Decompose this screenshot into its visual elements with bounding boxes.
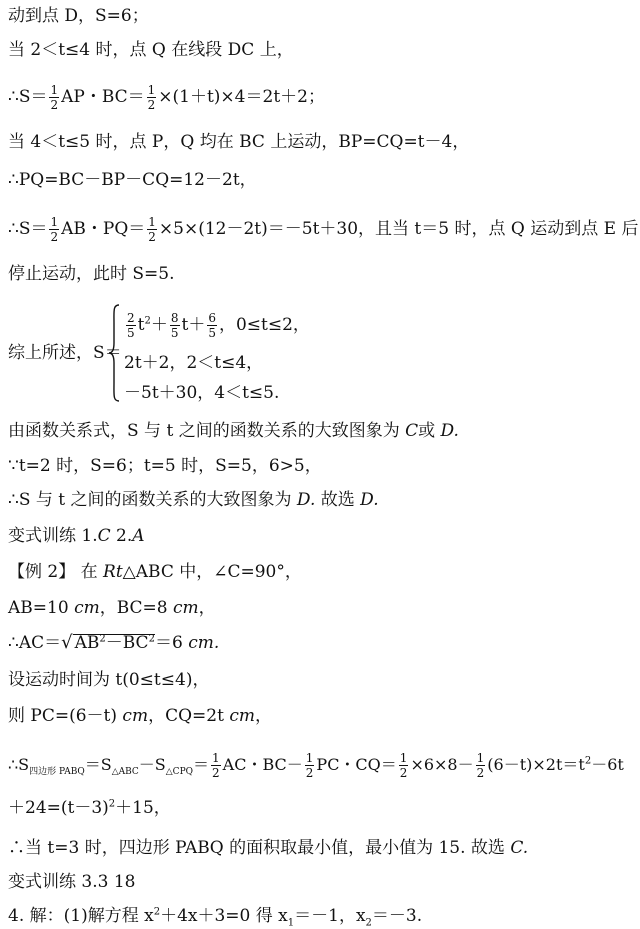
text-line: ∴PQ=BC－BP－CQ=12－2t，	[8, 170, 257, 190]
text-line: 则 PC=(6－t) cm，CQ=2t cm，	[8, 706, 272, 726]
text-line: 当 2＜t≤4 时，点 Q 在线段 DC 上，	[8, 40, 294, 60]
equation-line: $+24=(t-3)^2+15$，	[8, 798, 171, 818]
text-line: AB=10 cm，BC=8 cm，	[8, 598, 216, 618]
text: ×(1＋t)×4＝2t＋2；	[158, 87, 325, 107]
text: ∴S＝	[8, 219, 48, 239]
fraction: $\frac{1}{2}$	[399, 751, 408, 780]
fraction: $\frac{1}{2}$	[147, 83, 156, 112]
fraction: $\frac{1}{2}$	[476, 751, 485, 780]
text-line: ∴S 与 t 之间的函数关系的大致图象为 D. 故选 D.	[8, 490, 379, 510]
equation-line	[8, 84, 325, 111]
text-line: 由函数关系式，S 与 t 之间的函数关系的大致图象为 C或 D.	[8, 421, 459, 441]
sqrt-icon: √	[61, 632, 73, 653]
fraction: $\frac{1}{2}$	[305, 751, 314, 780]
equation-line: 4. 解：(1)解方程 $x^2+4x+3=0$ 得 $x_1=-1$，$x_2=-3$.	[8, 906, 423, 929]
text-line: ∵t=2 时，S=6；t=5 时，S=5，6>5，	[8, 456, 322, 476]
equation-line: $\therefore S_{四边形 PABQ}=S_{\triangle ABC}-S_{\triangle CPQ}=$ $\frac{1}{2}$ AC・BC－ $\frac{1}{2}$ PC・CQ＝ $\frac{1}{2}$ ×6×8－ $\frac{1}{2}$ $(6-t)\times 2t=t^2-6t$	[8, 751, 624, 780]
text-line: 当 4＜t≤5 时，点 P，Q 均在 BC 上运动，BP=CQ=t－4，	[8, 132, 470, 152]
fraction: $\frac{6}{5}$	[208, 311, 216, 340]
left-brace-icon	[107, 303, 121, 403]
text: ×5×(12－2t)＝－5t＋30，且当 t＝5 时，点 Q 运动到点 E 后	[158, 219, 639, 239]
fraction: $\frac{2}{5}$	[127, 311, 135, 340]
fraction: $\frac{1}{2}$	[50, 215, 59, 244]
piecewise-case-3: －5t＋30，4＜t≤5.	[124, 383, 280, 403]
fraction: $\frac{8}{5}$	[170, 311, 179, 340]
text-line: ∴当 t=3 时，四边形 PABQ 的面积取最小值，最小值为 15. 故选 C.	[8, 838, 529, 858]
fraction: $\frac{1}{2}$	[50, 83, 59, 112]
radicand: $AB^2-BC^2$	[74, 633, 155, 653]
text-line: 变式训练 3.3 18	[8, 872, 136, 892]
equation-line	[8, 216, 638, 243]
text-line: 动到点 D，S=6；	[8, 6, 149, 26]
text: AP・BC＝	[61, 87, 145, 107]
piecewise-case-2: 2t＋2，2＜t≤4，	[124, 353, 264, 373]
text-line: 变式训练 1.C 2.A	[8, 526, 145, 546]
equation-line: ∴AC＝√ $AB^2-BC^2=6$ cm.	[8, 632, 220, 653]
text: ∴S＝	[8, 87, 48, 107]
text-line: 设运动时间为 t(0≤t≤4)，	[8, 670, 210, 690]
piecewise-case-1: $\frac{2}{5}$ $t^2+$ $\frac{8}{5}$ t＋ $\frac{6}{5}$ ，0≤t≤2，	[127, 311, 310, 340]
text-line: 停止运动，此时 S=5.	[8, 264, 175, 284]
text: AB・PQ＝	[61, 219, 146, 239]
fraction: $\frac{1}{2}$	[148, 215, 156, 244]
example-heading: 【例 2】 在 Rt△ABC 中，∠C=90°，	[8, 562, 302, 582]
piecewise-label: 综上所述，S＝	[8, 343, 122, 363]
fraction: $\frac{1}{2}$	[212, 751, 220, 780]
